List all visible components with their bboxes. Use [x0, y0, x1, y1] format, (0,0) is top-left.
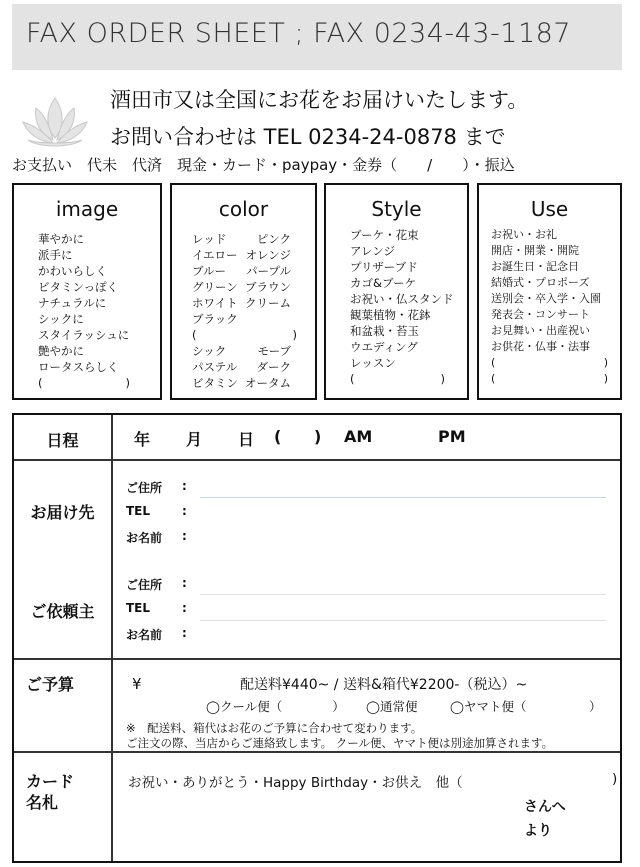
row-divider [14, 459, 620, 461]
style-option[interactable]: カゴ&ブーケ [350, 276, 417, 290]
color-option[interactable]: クリーム [245, 296, 291, 310]
requester-name-input[interactable] [200, 623, 606, 641]
image-option[interactable]: ナチュラルに [38, 296, 107, 310]
am-option[interactable]: AM [344, 427, 373, 446]
color-option[interactable]: ホワイト [192, 296, 238, 310]
image-option[interactable]: 華やかに [38, 232, 84, 246]
image-option[interactable]: かわいらしく [38, 264, 107, 278]
budget-label: ご予算 [26, 675, 75, 694]
color-option[interactable]: モーブ [257, 344, 291, 358]
style-option[interactable]: レッスン [350, 356, 396, 370]
delivery-address-input[interactable] [200, 497, 606, 498]
image-option[interactable]: 艶やかに [38, 344, 84, 358]
use-option[interactable]: お祝い・お礼 [491, 228, 557, 241]
colon: : [182, 479, 187, 493]
colon: : [182, 601, 187, 615]
use-option[interactable]: お誕生日・記念日 [491, 260, 579, 273]
style-option[interactable]: プリザーブド [350, 260, 418, 274]
budget-note-2: ご注文の際、当店からご連絡致します。 クール便、ヤマト便は別途加算されます。 [126, 736, 554, 750]
colon: : [182, 626, 187, 640]
row-divider [14, 751, 620, 753]
requester-address-label: ご住所 [126, 578, 163, 592]
intro-line-1: 酒田市又は全国にお花をお届けいたします。 [110, 88, 529, 112]
requester-tel-label: TEL [126, 601, 151, 615]
header-title: FAX ORDER SHEET ; FAX 0234-43-1187 [26, 18, 571, 49]
image-option[interactable]: シックに [38, 312, 84, 326]
image-option[interactable]: ビタミンっぽく [38, 280, 119, 294]
yamato-delivery-option[interactable]: ◯ヤマト便（ ） [450, 699, 602, 714]
color-option[interactable]: オレンジ [245, 248, 291, 262]
style-box-title: Style [371, 197, 422, 221]
date-fields[interactable] [134, 427, 604, 449]
delivery-address-label: ご住所 [126, 481, 163, 495]
color-option[interactable]: ブルー [192, 264, 227, 278]
use-option[interactable]: 発表会・コンサート [491, 308, 590, 321]
color-option[interactable]: シック [192, 344, 227, 358]
delivery-name-label: お名前 [126, 531, 163, 545]
color-box-title: color [218, 197, 269, 221]
shipping-fee-text: 配送料¥440~ / 送料&箱代¥2200-（税込）~ [240, 677, 528, 693]
use-box-title: Use [530, 197, 569, 221]
delivery-tel-label: TEL [126, 504, 151, 518]
use-other-field-1[interactable]: ( ) [491, 356, 608, 369]
color-other-field[interactable]: ( ) [192, 328, 297, 342]
use-option[interactable]: お供花・仏事・法事 [491, 340, 590, 353]
style-option[interactable]: ブーケ・花束 [350, 228, 419, 242]
delivery-label: お届け先 [30, 503, 95, 522]
style-option[interactable]: 和盆栽・苔玉 [350, 324, 419, 338]
requester-name-label: お名前 [126, 628, 163, 642]
color-option[interactable]: ブラック [192, 312, 238, 326]
date-label: 日程 [46, 431, 79, 450]
requester-address-input[interactable] [200, 594, 606, 595]
style-option[interactable]: お祝い・仏スタンド [350, 292, 454, 306]
normal-delivery-option[interactable]: ◯通常便 [366, 699, 418, 714]
requester-label: ご依頼主 [30, 602, 95, 621]
color-option[interactable]: ビタミン [192, 376, 238, 390]
pm-option[interactable]: PM [438, 427, 466, 446]
intro-line-2: お問い合わせは TEL 0234-24-0878 まで [110, 125, 506, 149]
use-option[interactable]: お見舞い・出産祝い [491, 324, 590, 337]
sender-suffix: より [524, 823, 552, 839]
color-option[interactable]: ダーク [256, 360, 291, 374]
lotus-logo-icon [20, 94, 90, 152]
style-box [324, 183, 469, 400]
row-divider [14, 658, 620, 660]
colon: : [182, 576, 187, 590]
use-option[interactable]: 送別会・卒入学・入園 [491, 292, 601, 305]
card-message-options[interactable]: お祝い・ありがとう・Happy Birthday・お供え 他（ [128, 775, 531, 791]
day-field[interactable]: 日 [238, 430, 255, 449]
color-option[interactable]: イエロー [192, 248, 238, 262]
style-option[interactable]: 観葉植物・花鉢 [350, 308, 431, 322]
weekday-open-paren: ( [274, 427, 282, 446]
use-option[interactable]: 結婚式・プロポーズ [491, 276, 590, 289]
colon: : [182, 529, 187, 543]
month-field[interactable]: 月 [186, 430, 203, 449]
card-options-close-paren: ) [612, 771, 618, 787]
color-option[interactable]: レッド [192, 232, 227, 246]
color-option[interactable]: パステル [192, 360, 238, 374]
image-option[interactable]: ロータスらしく [38, 360, 119, 374]
style-other-field[interactable]: ( ) [350, 372, 445, 386]
color-option[interactable]: ピンク [256, 232, 291, 246]
image-box-title: image [55, 197, 119, 221]
use-other-field-2[interactable]: ( ) [491, 372, 608, 385]
requester-tel-input[interactable] [200, 620, 606, 621]
image-option[interactable]: 派手に [38, 248, 73, 262]
image-other-field[interactable]: ( ) [38, 376, 130, 390]
budget-note-1: ※ 配送料、箱代はお花のご予算に合わせて変わります。 [126, 721, 423, 735]
color-box [170, 183, 317, 400]
colon: : [182, 504, 187, 518]
use-option[interactable]: 開店・開業・開院 [491, 244, 579, 257]
sender-name-input[interactable] [132, 819, 512, 839]
color-option[interactable]: グリーン [192, 280, 238, 294]
header-bar [12, 4, 622, 70]
image-option[interactable]: スタイラッシュに [38, 328, 130, 342]
color-option[interactable]: パープル [246, 264, 291, 278]
order-form-table [12, 413, 622, 863]
year-field[interactable]: 年 [134, 430, 151, 449]
recipient-suffix: さんへ [524, 799, 566, 815]
recipient-name-input[interactable] [132, 795, 512, 815]
delivery-tel-input[interactable] [200, 501, 606, 519]
image-box [12, 183, 162, 400]
payment-options: お支払い 代未 代済 現金・カード・paypay・金券（ / ）・振込 [12, 156, 515, 174]
budget-amount-input[interactable] [154, 673, 234, 693]
color-option[interactable]: オータム [245, 376, 291, 390]
style-option[interactable]: アレンジ [350, 244, 395, 258]
style-option[interactable]: ウエディング [350, 340, 418, 354]
weekday-close-paren: ) [314, 427, 322, 446]
card-label-line-2: 名札 [26, 793, 59, 812]
color-option[interactable]: ブラウン [245, 280, 291, 294]
delivery-name-input[interactable] [200, 526, 606, 544]
use-box [477, 183, 622, 400]
cool-delivery-option[interactable]: ◯クール便（ ） [206, 699, 345, 714]
yen-sign: ¥ [132, 675, 142, 693]
card-label-line-1: カード [26, 772, 75, 791]
